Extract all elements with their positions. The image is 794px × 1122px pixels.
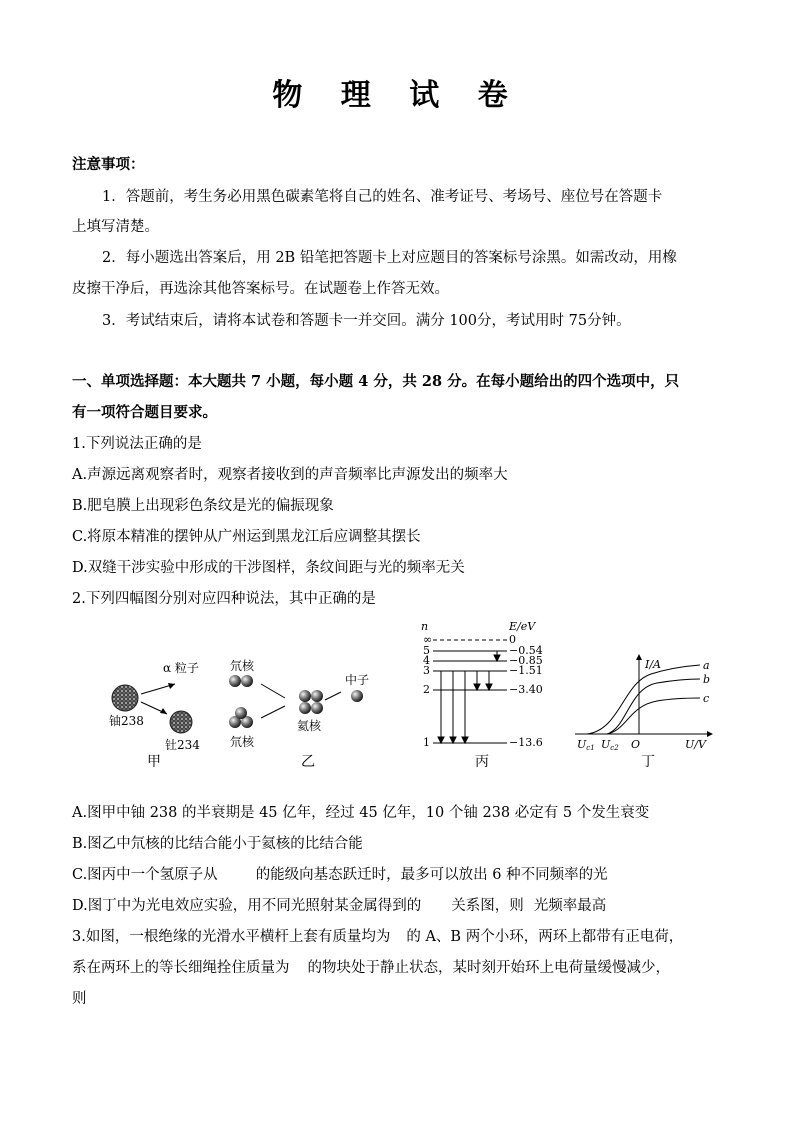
yi-deuteron-label-1: 氘核 [230, 659, 255, 673]
q3-line-2 [72, 956, 670, 977]
page-title: 物 理 试 卷 [272, 78, 522, 113]
section1-heading-b: 有一项符合题目要求。 [72, 404, 217, 421]
helium-nucleon-1 [299, 690, 311, 702]
q3-part-c: 系在两环上的等长细绳拴住质量为 [72, 960, 290, 976]
notice-item-1a: 1．答题前，考生务必用黑色碳素笔将自己的姓名、准考证号、考场号、座位号在答题卡 [102, 189, 663, 205]
transition-3-2-head [474, 684, 480, 690]
level-inf-e: 0 [509, 633, 516, 646]
notice-item-2b: 皮擦干净后，再选涂其他答案标号。在试题卷上作答无效。 [72, 281, 449, 297]
q2-option-d-part1: D.图丁中为光电效应实验，用不同光照射某金属得到的 [72, 898, 422, 914]
notice-item-3: 3．考试结束后，请将本试卷和答题卡一并交回。满分 100分，考试用时 75分钟。 [102, 313, 631, 329]
level-inf-n: ∞ [423, 633, 433, 646]
figure-yi [229, 658, 369, 770]
yi-deuteron-label-2: 氘核 [230, 735, 255, 749]
bing-n-axis: n [421, 620, 429, 633]
q3-part-d: 的物块处于静止状态，某时刻开始环上电荷量缓慢减少， [307, 960, 670, 976]
q2-option-c-part2: 的能级向基态跃迁时，最多可以放出 6 种不同频率的光 [255, 867, 608, 883]
jia-caption: 甲 [147, 754, 161, 770]
figure-ding [575, 654, 713, 770]
bing-e-axis: E/eV [509, 620, 536, 633]
q3-line-1 [72, 925, 683, 946]
bing-caption: 丙 [475, 754, 489, 770]
ding-x-arrow [707, 731, 713, 737]
fusion-arrow-2 [261, 706, 285, 718]
uranium-nucleus [112, 685, 138, 711]
q2-stem: 2.下列四幅图分别对应四种说法，其中正确的是 [72, 591, 376, 607]
ding-curve-c-label: c [703, 692, 710, 705]
alpha-arrow-head [168, 683, 175, 689]
ding-curve-a-label: a [703, 659, 710, 672]
q2-option-c [72, 863, 608, 884]
helium-nucleon-2 [311, 690, 323, 702]
jia-th234-label: 钍234 [165, 738, 200, 752]
helium-nucleon-4 [311, 702, 323, 714]
level-5-e: −0.54 [509, 644, 543, 657]
helium-nucleon-3 [299, 702, 311, 714]
yi-neutron-label: 中子 [345, 673, 370, 687]
yi-helium-label: 氦核 [297, 719, 322, 733]
transition-arrows [438, 651, 500, 743]
ding-y-arrow [636, 654, 642, 660]
ding-uc1: Uc1 [577, 738, 595, 752]
transition-3-1-head [438, 737, 444, 743]
q3-part-b: 的 A、B 两个小环，两环上都带有正电荷， [406, 929, 684, 945]
notice-item-2a: 2．每小题选出答案后，用 2B 铅笔把答题卡上对应题目的答案标号涂黑。如需改动，用橡 [102, 250, 677, 266]
q2-option-d-part2: 关系图，则 [451, 898, 524, 914]
ding-curve-b-label: b [703, 673, 711, 686]
deuteron-1-neutron [241, 675, 253, 687]
thorium-nucleus [170, 711, 192, 733]
fusion-arrow-1 [261, 684, 285, 698]
transition-5-4-head [494, 655, 500, 661]
figure-jia [109, 660, 200, 770]
q1-stem: 1.下列说法正确的是 [72, 436, 202, 452]
level-3-n: 3 [423, 664, 430, 677]
q2-option-a: A.图甲中铀 238 的半衰期是 45 亿年，经过 45 亿年，10 个铀 238 必定有 5 个发生衰变 [72, 805, 650, 821]
transition-3-2b-head [486, 684, 492, 690]
q1-option-c: C.将原本精准的摆钟从广州运到黑龙江后应调整其摆长 [72, 529, 421, 545]
ding-x-label: U/V [685, 738, 706, 751]
level-3-e: −1.51 [509, 664, 543, 677]
notice-heading: 注意事项： [72, 156, 145, 173]
q3-part-a: 3.如图，一根绝缘的光滑水平横杆上套有质量均为 [72, 929, 391, 945]
ding-y-label: I/A [645, 658, 661, 671]
transition-3-1b-head [450, 737, 456, 743]
q1-option-a: A.声源远离观察者时，观察者接收到的声音频率比声源发出的频率大 [72, 467, 508, 483]
ding-caption: 丁 [641, 754, 655, 770]
q2-option-d [72, 894, 606, 915]
level-1-e: −13.6 [509, 736, 543, 749]
neutron-arrow [325, 692, 341, 700]
deuteron-2-top [235, 707, 247, 719]
level-2-n: 2 [423, 683, 430, 696]
ding-curve-c [607, 698, 700, 734]
q1-option-b: B.肥皂膜上出现彩色条纹是光的偏振现象 [72, 498, 334, 514]
level-2-e: −3.40 [509, 683, 543, 696]
q1-option-d: D.双缝干涉实验中形成的干涉图样，条纹间距与光的频率无关 [72, 560, 465, 576]
level-4-n: 4 [423, 654, 430, 667]
ding-curve-a [587, 665, 700, 734]
transition-3-1c-head [462, 737, 468, 743]
ding-origin: O [631, 738, 641, 751]
q3-line-3: 则 [72, 991, 87, 1007]
section1-heading-a: 一、单项选择题：本大题共 7 小题，每小题 4 分，共 28 分。在每小题给出的四个选项中，只 [72, 373, 680, 390]
level-5-n: 5 [423, 644, 430, 657]
q2-option-c-part1: C.图丙中一个氢原子从 [72, 867, 218, 883]
q2-figure [105, 618, 725, 778]
deuteron-1-proton [229, 675, 241, 687]
yi-caption: 乙 [301, 754, 315, 770]
level-4-e: −0.85 [509, 654, 543, 667]
q2-option-b: B.图乙中氘核的比结合能小于氦核的比结合能 [72, 836, 363, 852]
q2-option-d-part3: 光频率最高 [533, 898, 607, 914]
figure-bing [421, 620, 543, 770]
jia-u238-label: 铀238 [109, 714, 144, 728]
jia-alpha-label: α 粒子 [163, 661, 199, 675]
notice-item-1b: 上填写清楚。 [72, 219, 159, 235]
free-neutron [351, 690, 363, 702]
ding-uc2: Uc2 [601, 738, 619, 752]
level-1-n: 1 [423, 736, 430, 749]
